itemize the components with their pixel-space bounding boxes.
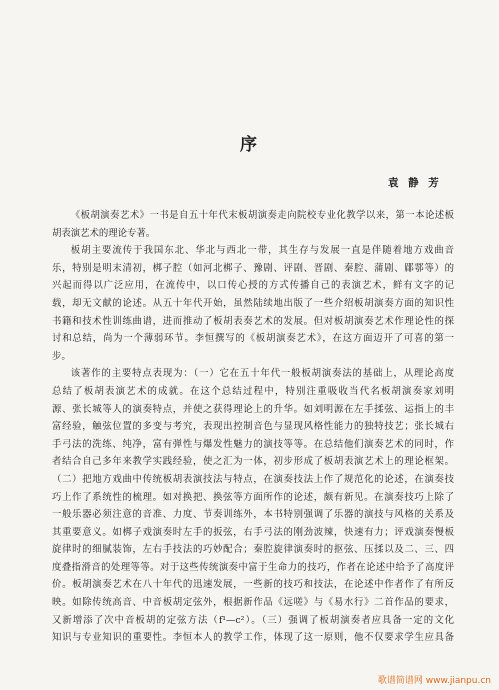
- text-line: 讨和总结，尚为一个薄弱环节。李恒撰写的《板胡演奏艺术》，在这方面迈开了可喜的第一: [52, 333, 454, 345]
- text-line: 胡表演艺术的理论专著。: [52, 227, 156, 239]
- author-name: 袁 静 芳: [388, 177, 442, 189]
- text-line: 步。: [52, 350, 71, 362]
- text-line: 源、张长城等人的演奏特点，并使之获得理论上的升华。如刘明源在左手揉弦、运指上的丰: [52, 403, 454, 415]
- text-line: 又新增添了次中音板胡的定弦方法（f¹—c²）。（三）强调了板胡演奏者应具备一定的文化: [52, 614, 454, 626]
- text-line: 富经验，触弦位置的多变与考究，表现出控制音色与显现风格性能力的独特技艺；张长城右: [52, 421, 454, 433]
- text-line: 板胡主要流传于我国东北、华北与西北一带，其生存与发展一直是伴随着地方戏曲音: [70, 245, 454, 257]
- text-line: 旋律时的细腻装饰，左右手技法的巧妙配合；秦腔旋律演奏时的抠弦、压揉以及二、三、四: [52, 544, 454, 556]
- text-line: 手弓法的洗练、纯净，富有弹性与爆发性魅力的演技等等。在总结他们演奏艺术的同时，作: [52, 438, 454, 450]
- watermark-text: 歌谱简谱网 www.jianpu.cn: [377, 676, 491, 686]
- text-line: 映。如除传统高音、中音板胡定弦外，根据新作品《远嗟》与《易水行》二首作品的要求，: [52, 597, 454, 609]
- text-line: 知识与专业知识的重要性。李恒本人的教学工作，体现了这一原则，他不仅要求学生应具备: [52, 632, 454, 644]
- text-line: 巧上作了系统性的梳理。如对换把、换弦等方面所作的论述，颇有新见。在演奏技巧上除了: [52, 491, 454, 503]
- text-line: 《板胡演奏艺术》一书是自五十年代末板胡演奏走向院校专业化教学以来，第一本论述板: [70, 210, 454, 221]
- text-line: 总结了板胡表演艺术的成就。在这个总结过程中，特别注重吸收当代名板胡演奏家刘明: [52, 385, 454, 397]
- body-text: [52, 207, 454, 647]
- text-line: 其重要意义。如梆子戏演奏时左手的扳弦，右手弓法的刚劲波辣，快速有力；评戏演奏慢板: [52, 526, 454, 538]
- text-line: 该著作的主要特点表现为：（一）它在五十年代一般板胡演奏法的基础上，从理论高度: [70, 368, 454, 380]
- text-line: （二）把地方戏曲中传统板胡表演技法与特点，在演奏技法上作了规范化的论述，在演奏技: [52, 473, 454, 485]
- text-line: 度叠指滑音的处理等等。对于这些传统演奏中富于生命力的技巧，作者在论述中给予了高度评: [52, 561, 454, 573]
- page-title: 序: [240, 135, 259, 155]
- text-line: 者结合自己多年来教学实践经验，使之汇为一体，初步形成了板胡表演艺术上的理论框架。: [52, 456, 454, 468]
- text-line: 一般乐器必须注意的音准、力度、节奏训练外，本书特别强调了乐器的演技与风格的关系及: [52, 509, 454, 521]
- text-line: 乐，特别是明末清初，梆子腔（如河北梆子、豫剧、评剧、晋剧、秦腔、蒲剧、郿鄠等）的: [52, 262, 454, 274]
- text-line: 兴起而得以广泛应用，在流传中，以口传心授的方式传播自己的表演艺术，鲜有文字的记: [52, 280, 454, 292]
- text-line: 书籍和技术性训练曲谱，进而推动了板胡表奏艺术的发展。但对板胡演奏艺术作理论性的探: [52, 315, 454, 327]
- text-line: 载，却无文献的论述。从五十年代开始，虽然陆续地出版了一些介绍板胡演奏方面的知识性: [52, 297, 454, 309]
- text-line: 价。板胡演奏艺术在八十年代的迅速发展，一些新的技巧和技法，在论述中作者作了有所反: [52, 579, 454, 591]
